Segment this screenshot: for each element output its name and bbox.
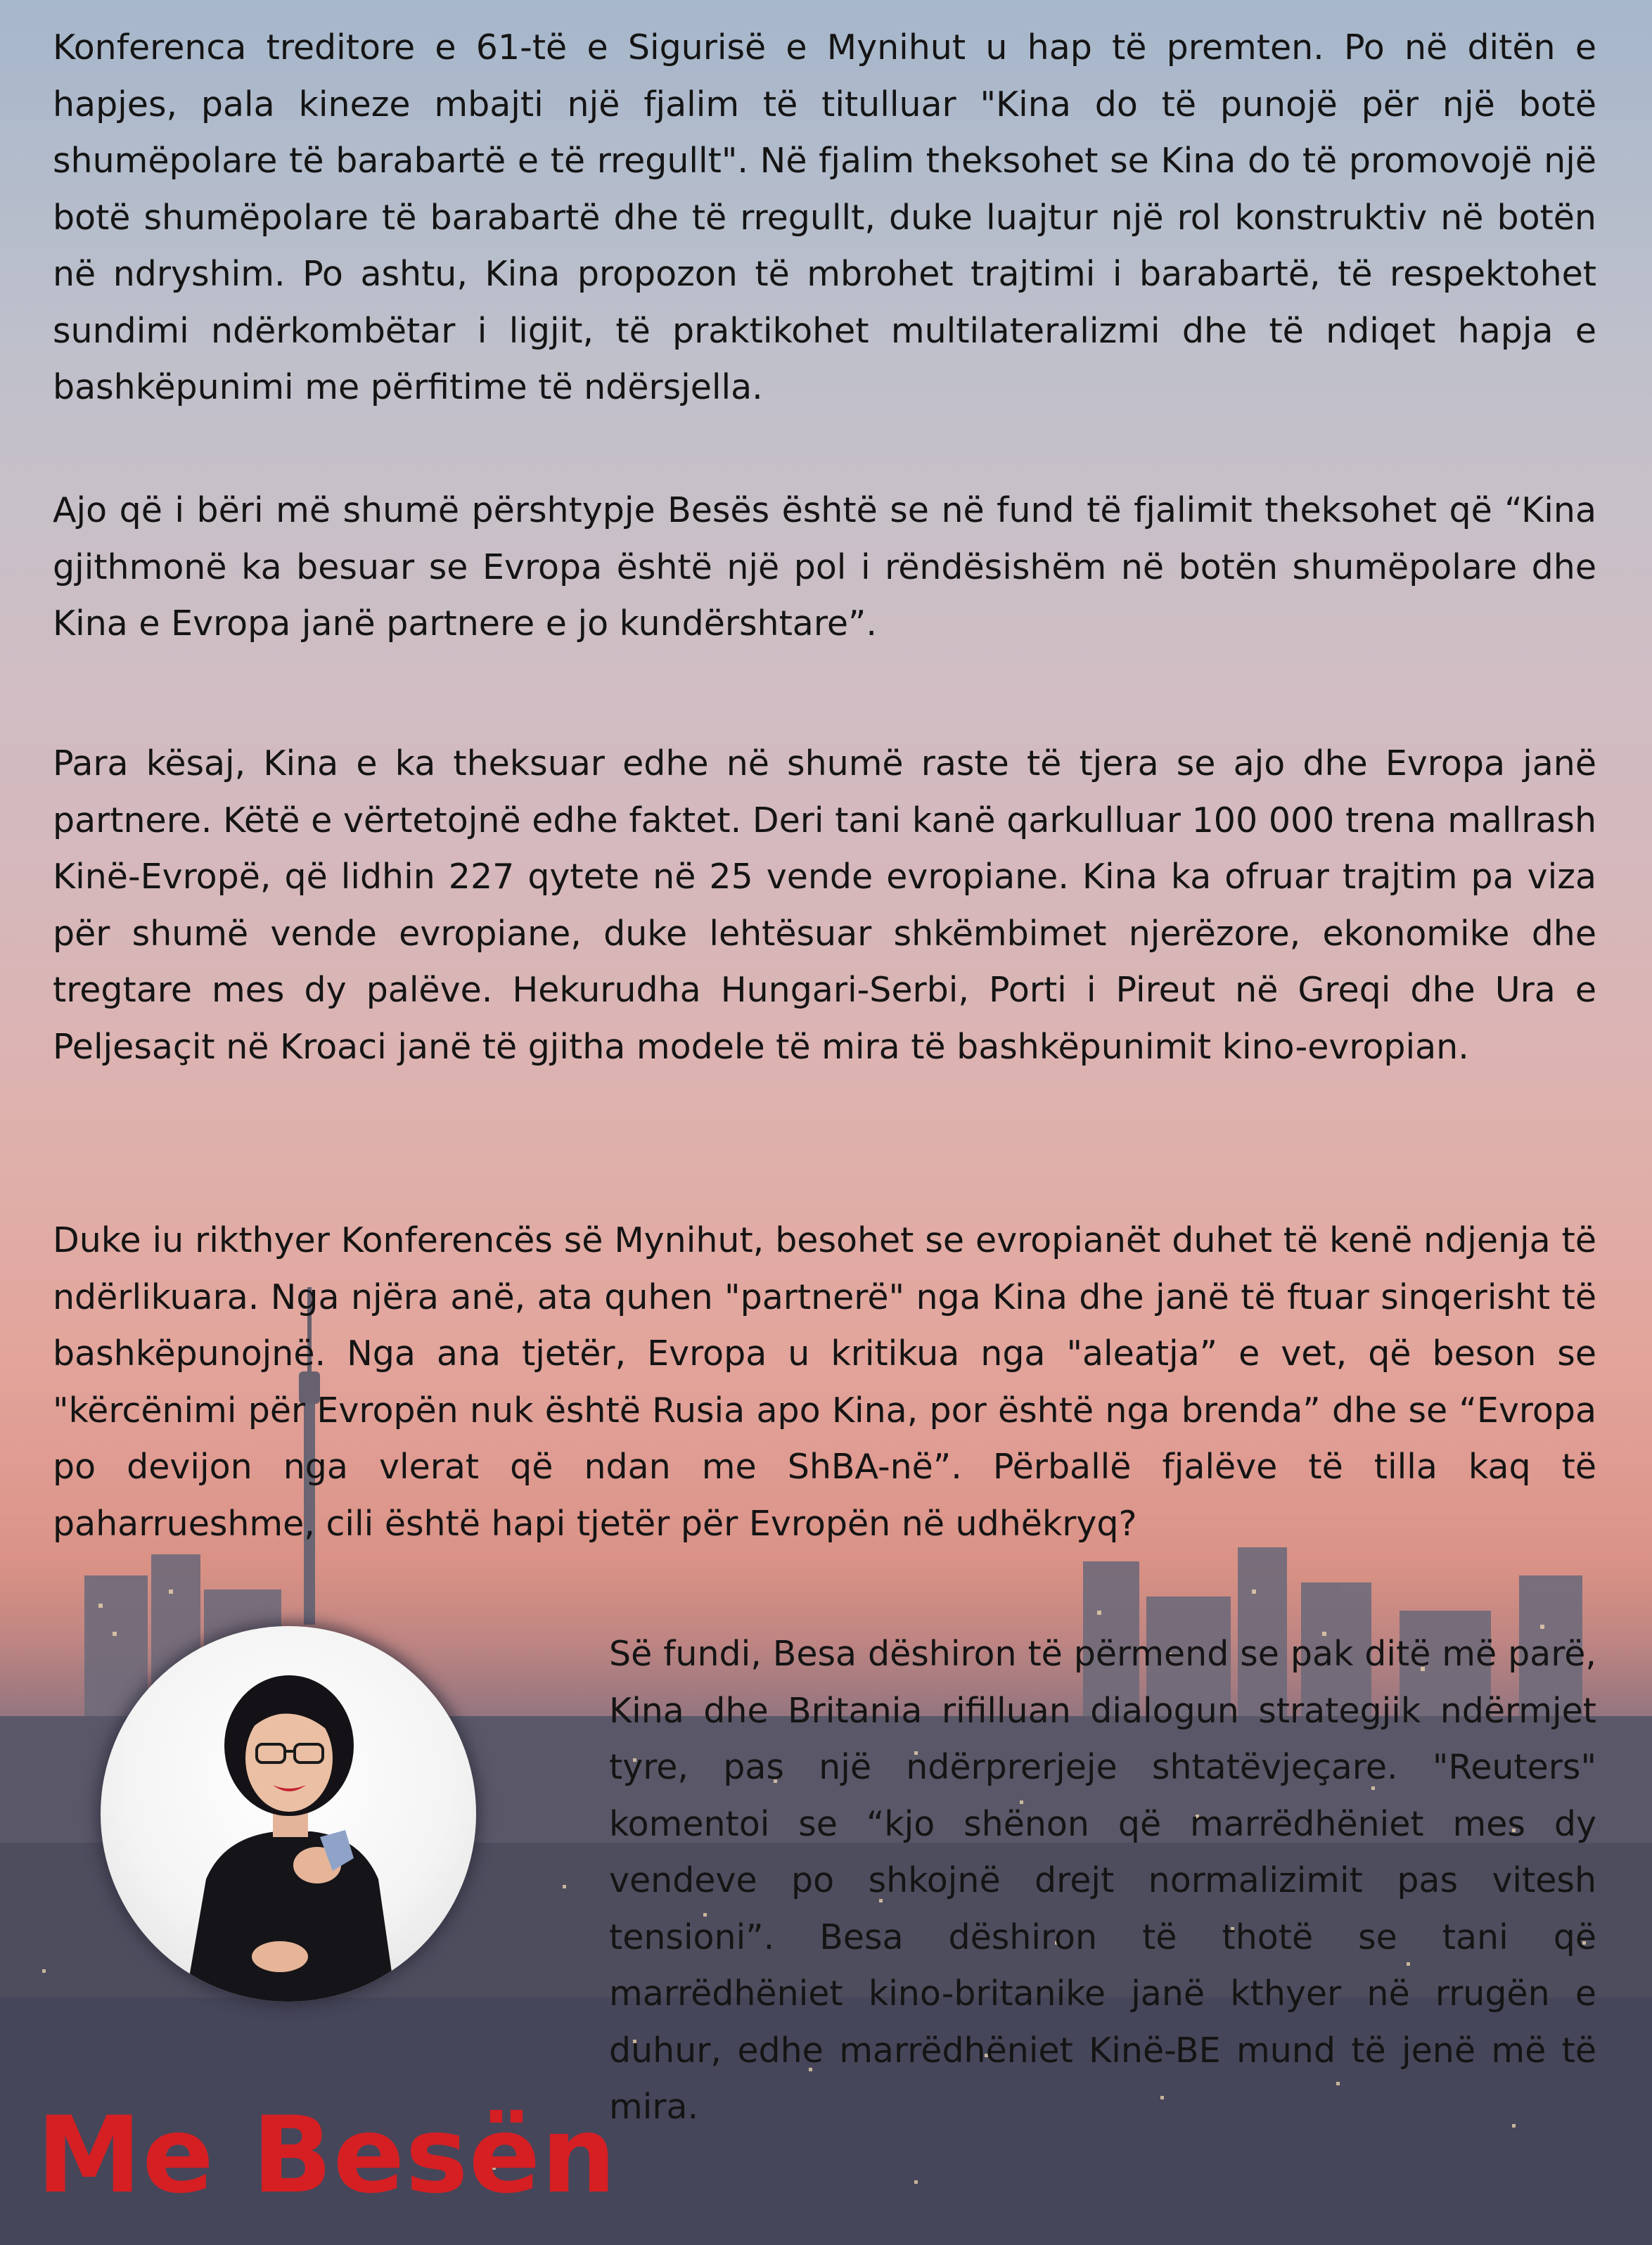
article-paragraph-3: [53, 736, 1596, 1075]
article-paragraph-2: [53, 482, 1596, 653]
paragraph-text: Duke iu rikthyer Konferencës së Mynihut, besohet se evropianët duhet të kenë ndjenja të ndërlikuara. Nga njëra anë, ata quhen "partnerë" nga Kina dhe janë të ftuar sinqerisht të bashkëpunojnë. Nga ana tjetër, Evropa u kritikua nga "aleatja” e vet, që beson se "kërcënimi për Evropën nuk është Rusia apo Kina, por është nga brenda” dhe se “Evropa po devijon nga vlerat që ndan me ShBA-në”. Përballë fjalëve të tilla kaq të paharrueshme, cili është hapi tjetër për Evropën në udhëkryq?: [53, 1220, 1596, 1544]
article-paragraph-1: [53, 20, 1596, 416]
article-paragraph-4: [53, 1213, 1596, 1552]
paragraph-text: Së fundi, Besa dëshiron të përmend se pak ditë më parë, Kina dhe Britania rifilluan dialogun strategjik ndërmjet tyre, pas një ndërprerjeje shtatëvjeçare. "Reuters" komentoi se “kjo shënon që marrëdhëniet mes dy vendeve po shkojnë drejt normalizimit pas vitesh tensioni”. Besa dëshiron të thotë se tani që marrëdhëniet kino-britanike janë kthyer në rrugën e duhur, edhe marrëdhëniet Kinë-BE mund të jenë më të mira.: [609, 1634, 1596, 2127]
article-paragraph-5: [609, 1626, 1596, 2136]
author-portrait: [101, 1626, 476, 2002]
brand-title: Me Besën: [37, 2094, 617, 2217]
paragraph-text: Konferenca treditore e 61-të e Sigurisë e Mynihut u hap të premten. Po në ditën e hapjes, pala kineze mbajti një fjalim të titulluar "Kina do të punojë për një botë shumëpolare të barabartë e të rregullt". Në fjalim theksohet se Kina do të promovojë një botë shumëpolare të barabartë dhe të rregullt, duke luajtur një rol konstruktiv në botën në ndryshim. Po ashtu, Kina propozon të mbrohet trajtimi i barabartë, të respektohet sundimi ndërkombëtar i ligjit, të praktikohet multilateralizmi dhe të ndiqet hapja e bashkëpunimi me përfitime të ndërsjella.: [53, 27, 1596, 407]
paragraph-text: Ajo që i bëri më shumë përshtypje Besës është se në fund të fjalimit theksohet që “Kina gjithmonë ka besuar se Evropa është një pol i rëndësishëm në botën shumëpolare dhe Kina e Evropa janë partnere e jo kundërshtare”.: [53, 490, 1596, 644]
paragraph-text: Para kësaj, Kina e ka theksuar edhe në shumë raste të tjera se ajo dhe Evropa janë partnere. Këtë e vërtetojnë edhe faktet. Deri tani kanë qarkulluar 100 000 trena mallrash Kinë-Evropë, që lidhin 227 qytete në 25 vende evropiane. Kina ka ofruar trajtim pa viza për shumë vende evropiane, duke lehtësuar shkëmbimet njerëzore, ekonomike dhe tregtare mes dy palëve. Hekurudha Hungari-Serbi, Porti i Pireut në Greqi dhe Ura e Peljesaçit në Kroaci janë të gjitha modele të mira të bashkëpunimit kino-evropian.: [53, 743, 1596, 1067]
author-photo: [101, 1626, 476, 2002]
